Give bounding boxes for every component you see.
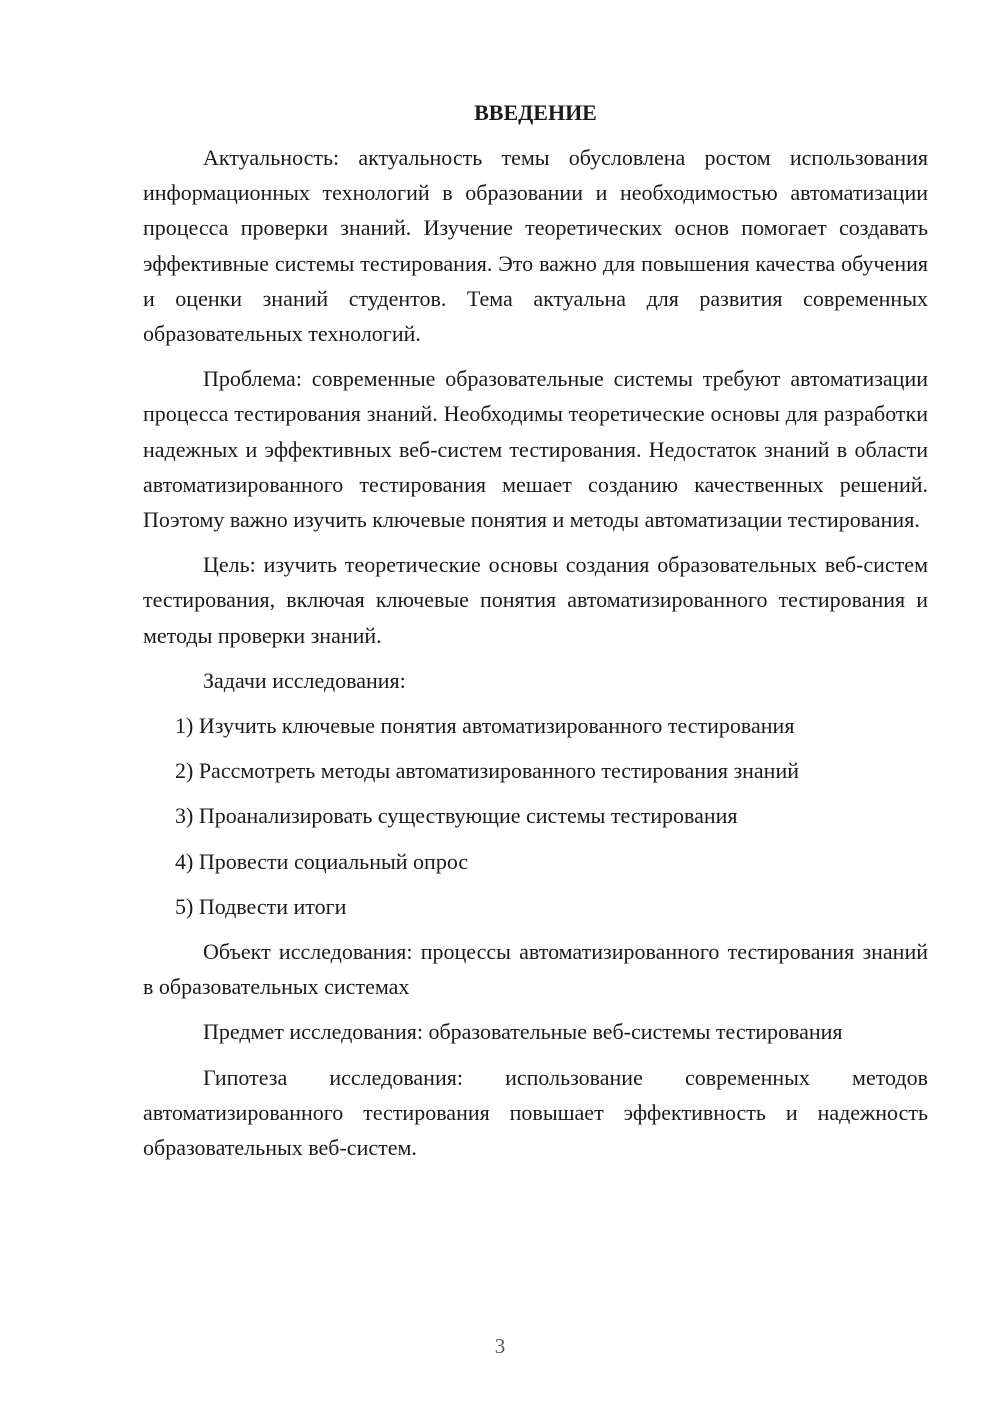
tasks-heading: Задачи исследования: <box>203 667 406 693</box>
task-item: 1) Изучить ключевые понятия автоматизированного тестирования <box>175 713 795 739</box>
subject-paragraph: Предмет исследования: образовательные веб-системы тестирования <box>203 1019 843 1045</box>
document-page <box>143 95 928 1175</box>
page-title: ВВЕДЕНИЕ <box>474 100 597 125</box>
tasks-list <box>143 708 928 924</box>
object-paragraph: Объект исследования: процессы автоматизированного тестирования знаний в образовательных системах <box>143 939 928 1000</box>
goal-paragraph: Цель: изучить теоретические основы создания образовательных веб-систем тестирования, включая ключевые понятия автоматизированного тестирования и методы проверки знаний. <box>143 552 928 648</box>
task-item: 5) Подвести итоги <box>175 893 347 919</box>
task-item: 4) Провести социальный опрос <box>175 848 469 874</box>
problem-paragraph: Проблема: современные образовательные системы требуют автоматизации процесса тестирования знаний. Необходимы теоретические основы для разработки надежных и эффективных веб-систем тестирования. Недостаток знаний в области автоматизированного тестирования мешает созданию качественных решений. Поэтому важно изучить ключевые понятия и методы автоматизации тестирования. <box>143 366 928 533</box>
hypothesis-paragraph: Гипотеза исследования: использование современных методов автоматизированного тестирования повышает эффективность и надежность образовательных веб-систем. <box>143 1064 928 1161</box>
task-item: 3) Проанализировать существующие системы тестирования <box>175 803 738 829</box>
task-item: 2) Рассмотреть методы автоматизированного тестирования знаний <box>175 758 800 784</box>
page-number: 3 <box>494 1334 506 1358</box>
relevance-paragraph: Актуальность: актуальность темы обусловлена ростом использования информационных технологий в образовании и необходимостью автоматизации процесса проверки знаний. Изучение теоретических основ помогает создавать эффективные системы тестирования. Это важно для повышения качества обучения и оценки знаний студентов. Тема актуальна для развития современных образовательных технологий. <box>143 145 928 347</box>
